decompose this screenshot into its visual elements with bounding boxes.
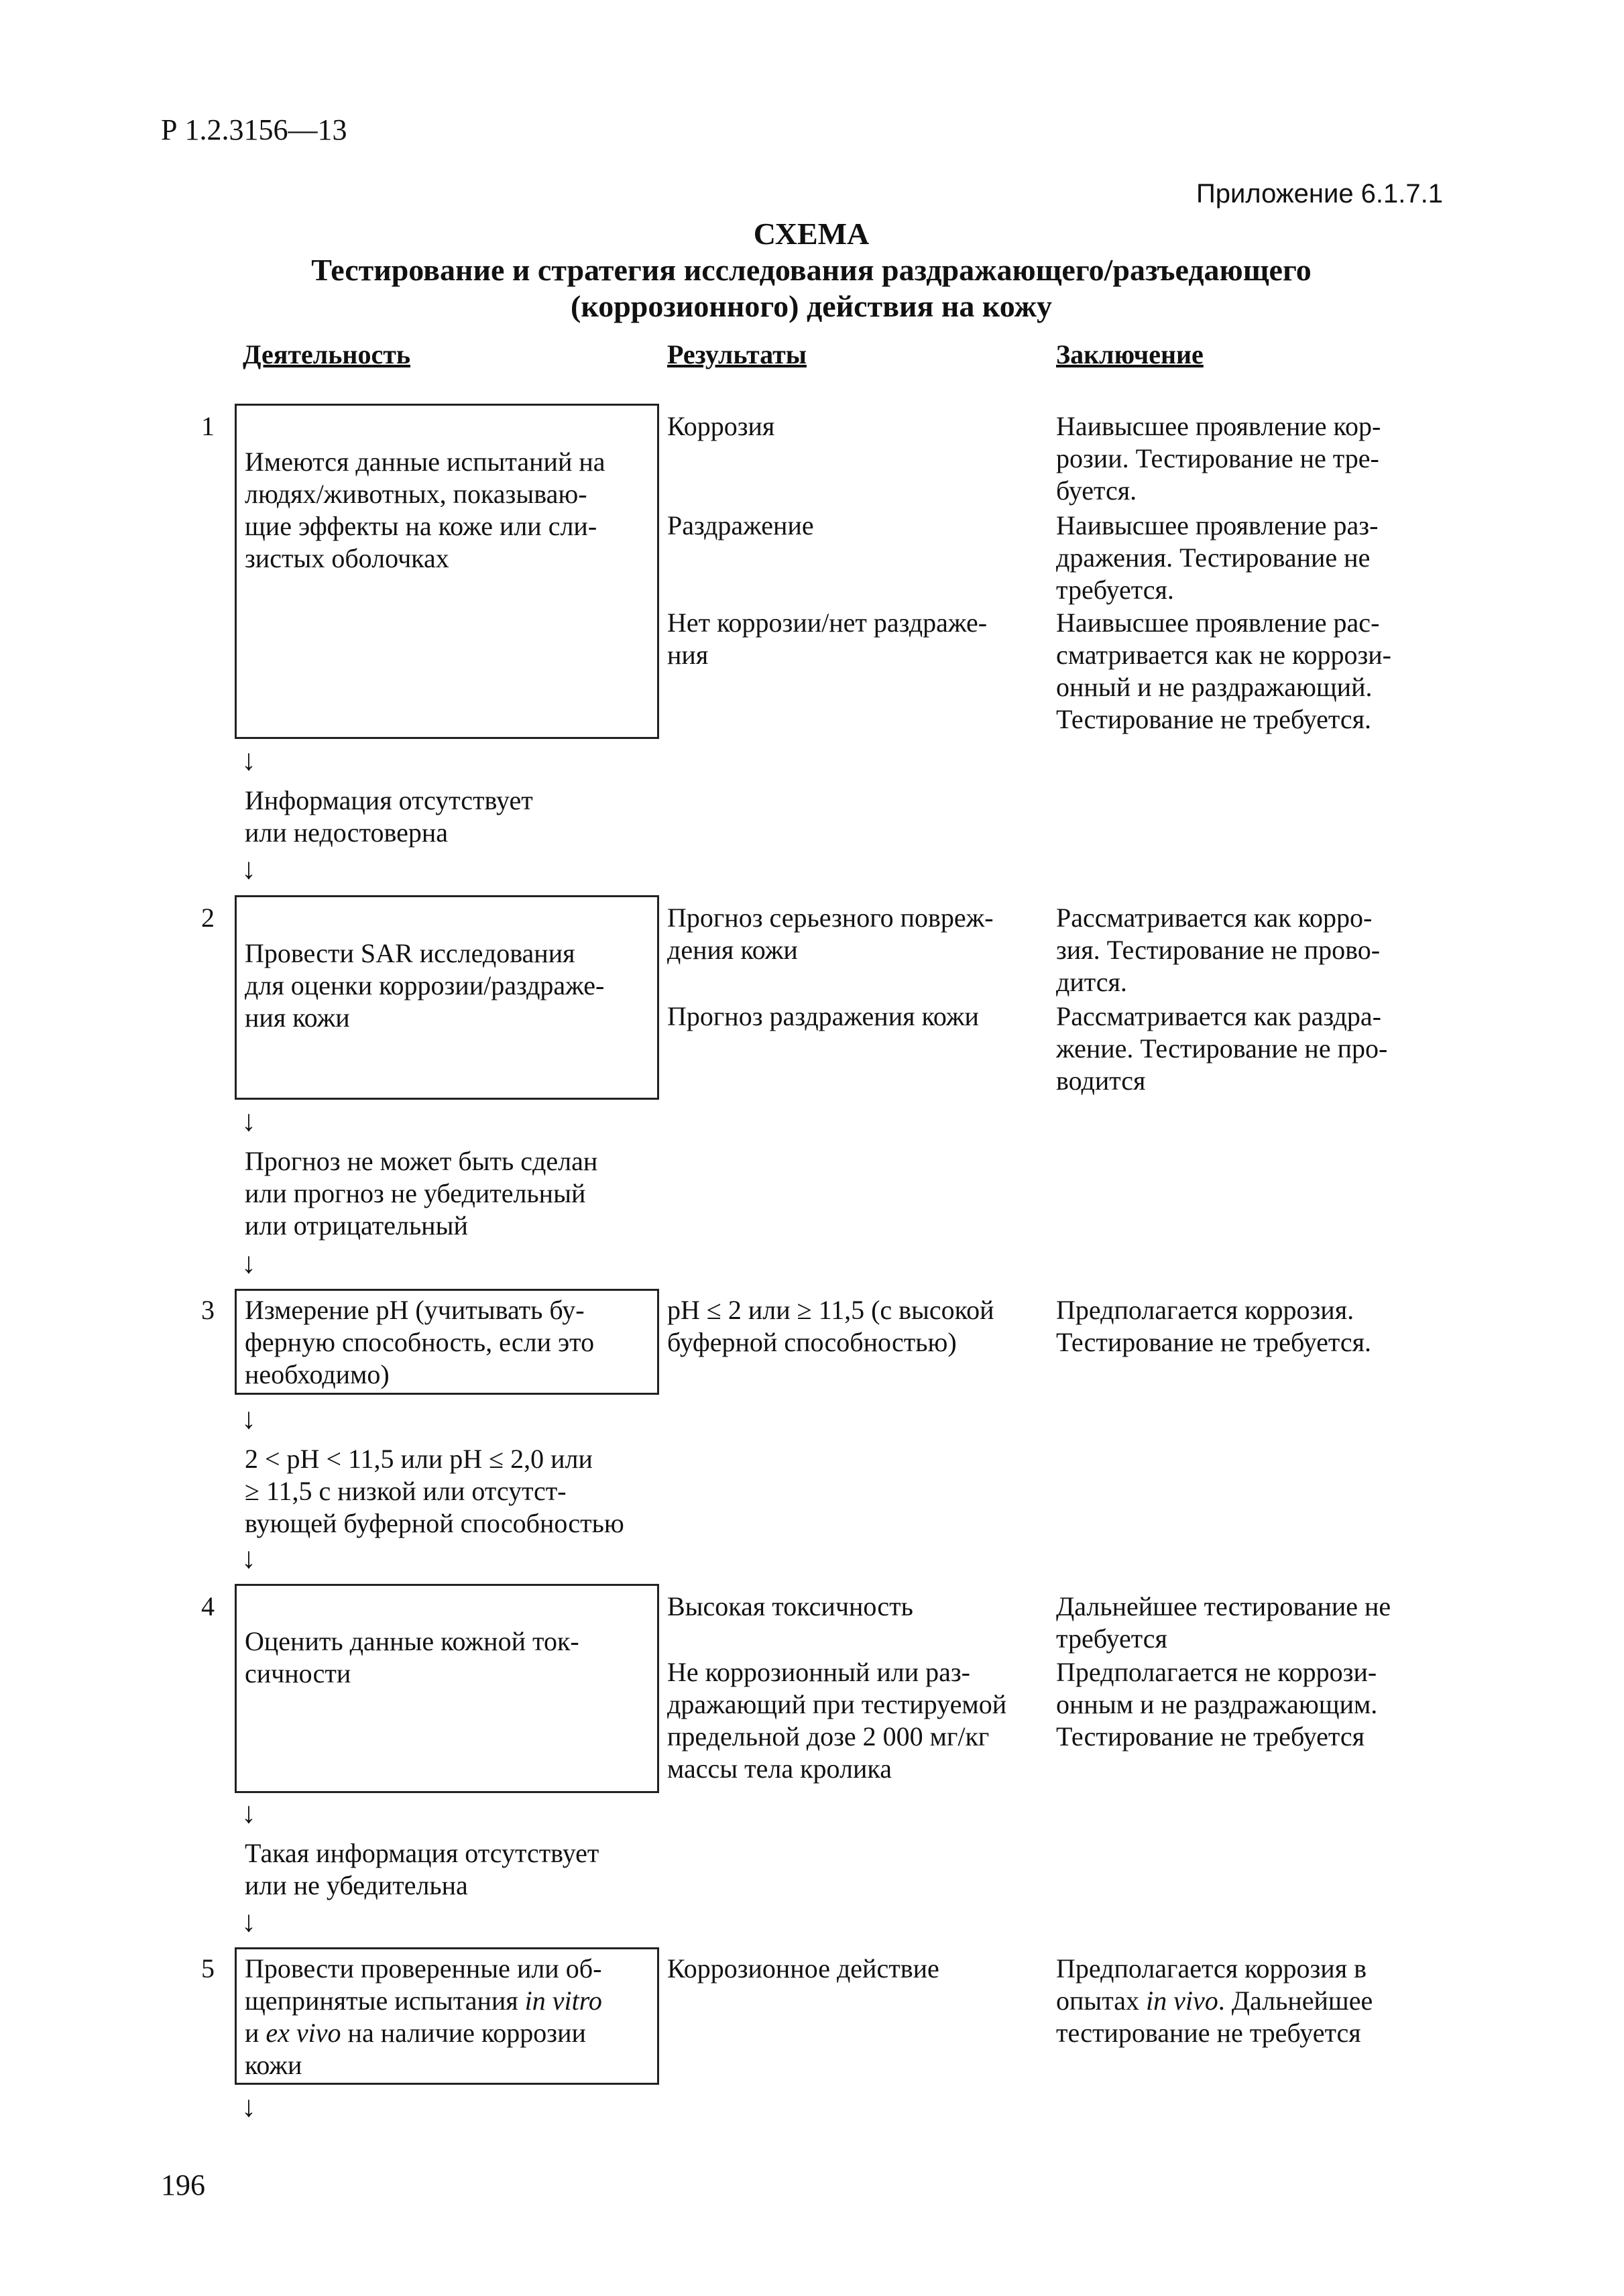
page-number: 196 [161, 2169, 205, 2201]
step-4-result-2: Не коррозионный или раз- дражающий при тестируемой предельной дозе 2 000 мг/кг массы тела кролика [667, 1657, 1007, 1784]
arrow-down-icon: ↓ [241, 852, 256, 885]
step-3-fallthrough: 2 < pH < 11,5 или pH ≤ 2,0 или ≥ 11,5 с низкой или отсутст- вующей буферной способностью [245, 1444, 624, 1538]
step-number-1: 1 [201, 411, 215, 441]
step-4-conclusion-2: Предполагается не коррози- онным и не раздражающим. Тестирование не требуется [1056, 1657, 1378, 1752]
title-line-2: Тестирование и стратегия исследования раздражающего/разъедающего [311, 253, 1312, 287]
step-4-fallthrough: Такая информация отсутствует или не убедительна [245, 1838, 599, 1900]
step-4-conclusion-1: Дальнейшее тестирование не требуется [1056, 1591, 1391, 1654]
step-2-box-text: Провести SAR исследования для оценки коррозии/раздраже- ния кожи [245, 938, 605, 1033]
step-5-result-1: Коррозионное действие [667, 1953, 939, 1984]
step-1-result-3: Нет коррозии/нет раздраже- ния [667, 608, 988, 670]
step-1-conclusion-3: Наивысшее проявление рас- сматривается как не коррози- онный и не раздражающий. Тестирование не требуется. [1056, 608, 1391, 734]
step-number-2: 2 [201, 903, 215, 933]
step-3-box-text: Измерение pH (учитывать бу- ферную способность, если это необходимо) [245, 1295, 595, 1389]
step-2-result-2: Прогноз раздражения кожи [667, 1001, 979, 1031]
step-3-result-1: pH ≤ 2 или ≥ 11,5 (с высокой буферной способностью) [667, 1295, 994, 1357]
page-title [201, 216, 1422, 325]
appendix-label: Приложение 6.1.7.1 [1196, 179, 1443, 209]
arrow-down-icon: ↓ [241, 1542, 256, 1574]
step-3-conclusion-1: Предполагается коррозия. Тестирование не требуется. [1056, 1295, 1372, 1357]
step-number-4: 4 [201, 1591, 215, 1621]
arrow-down-icon: ↓ [241, 1402, 256, 1435]
step-2-fallthrough: Прогноз не может быть сделан или прогноз не убедительный или отрицательный [245, 1146, 598, 1241]
step-2-conclusion-2: Рассматривается как раздра- жение. Тестирование не про- водится [1056, 1001, 1388, 1096]
arrow-down-icon: ↓ [241, 1796, 256, 1829]
column-header-conclusion: Заключение [1056, 339, 1204, 369]
step-number-5: 5 [201, 1953, 215, 1984]
step-1-conclusion-1: Наивысшее проявление кор- розии. Тестирование не тре- буется. [1056, 411, 1381, 506]
step-2-result-1: Прогноз серьезного повреж- дения кожи [667, 903, 994, 965]
step-1-result-2: Раздражение [667, 510, 814, 540]
step-4-box-text: Оценить данные кожной ток- сичности [245, 1626, 579, 1688]
step-2-conclusion-1: Рассматривается как корро- зия. Тестирование не прово- дится. [1056, 903, 1381, 997]
arrow-down-icon: ↓ [241, 1104, 256, 1137]
step-1-result-1: Коррозия [667, 411, 775, 441]
title-line-1: СХЕМА [753, 217, 870, 251]
step-1-fallthrough: Информация отсутствует или недостоверна [245, 785, 533, 848]
column-header-results: Результаты [667, 339, 807, 369]
step-5-box-text: Провести проверенные или об- щепринятые испытания in vitro и ex vivo на наличие коррозии кожи [245, 1953, 602, 2080]
step-number-3: 3 [201, 1295, 215, 1325]
document-code: Р 1.2.3156—13 [161, 113, 347, 146]
arrow-down-icon: ↓ [241, 2090, 256, 2123]
arrow-down-icon: ↓ [241, 744, 256, 777]
step-1-box-text: Имеются данные испытаний на людях/животных, показываю- щие эффекты на коже или сли- зистых оболочках [245, 447, 605, 573]
step-4-result-1: Высокая токсичность [667, 1591, 913, 1621]
arrow-down-icon: ↓ [241, 1247, 256, 1279]
title-line-3: (коррозионного) действия на кожу [571, 289, 1052, 323]
column-header-activity: Деятельность [243, 339, 410, 369]
step-5-conclusion-1: Предполагается коррозия в опытах in vivo. Дальнейшее тестирование не требуется [1056, 1953, 1373, 2048]
step-1-conclusion-2: Наивысшее проявление раз- дражения. Тестирование не требуется. [1056, 510, 1379, 605]
arrow-down-icon: ↓ [241, 1905, 256, 1938]
